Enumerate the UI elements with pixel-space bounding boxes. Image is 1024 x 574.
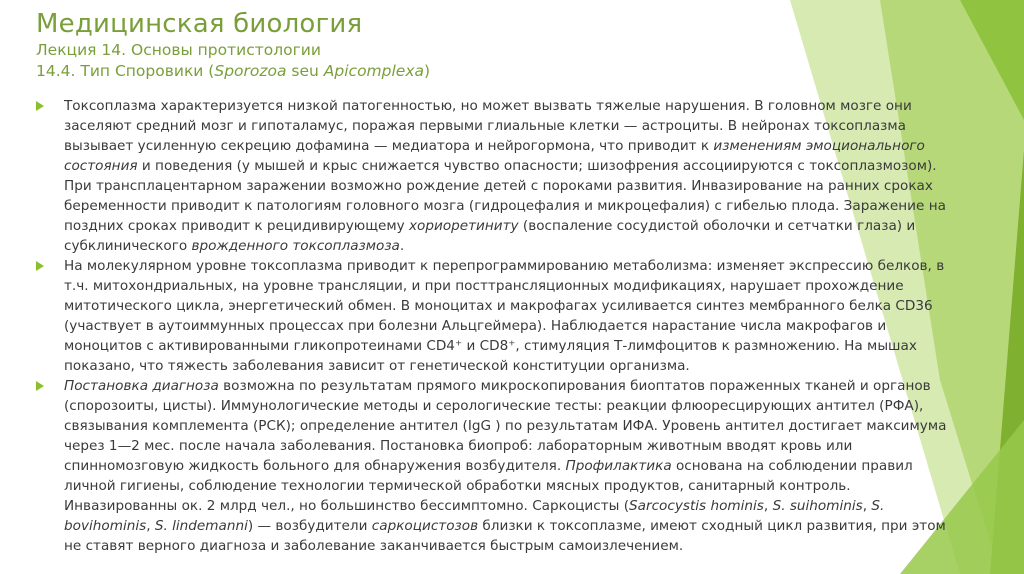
italic-term: врожденного токсоплазмоза xyxy=(191,238,400,254)
paragraph-text xyxy=(64,376,966,556)
text-run: возможна по результатам прямого микроскопирования биоптатов пораженных тканей и органов (спорозоиты, цисты). Иммунологические методы и серологические тесты: реакции флюоресцирующих антител (РФА), связывания комплемента (РСК); определение антител (IgG ) по результатам ИФА. Уровень антител достигает максимума через 1—2 мес. после начала заболевания. Постановка биопроб: лабораторным животным вводят кровь или спинномозговую жидкость больного для обнаружения возбудителя. xyxy=(64,378,947,474)
text-run: ) — возбудители xyxy=(247,518,372,534)
subtitle-prefix: 14.4. Тип Споровики ( xyxy=(36,62,215,80)
text-run: и поведения (у мышей и крыс снижается чувство опасности; шизофрения ассоциируются с токсоплазмозом). При трансплацентарном заражении возможно рождение детей с пороками развития. Инвазирование на ранних сроках беременности приводит к патологиям головного мозга (гидроцефалия и микроцефалия) с гибелью плода. Заражение на поздних сроках приводит к рецидивирующему xyxy=(64,158,946,234)
paragraph-text xyxy=(64,256,966,376)
italic-term: изменениям эмоционального состояния xyxy=(64,138,925,174)
text-run: Токсоплазма характеризуется низкой патогенностью, но может вызвать тяжелые нарушения. В головном мозге они заселяют средний мозг и гипоталамус, поражая первыми глиальные клетки — астроциты. В нейронах токсоплазма вызывает усиленную секрецию дофамина — медиатора и нейрогормона, что приводит к xyxy=(64,98,912,154)
subtitle-mid: seu xyxy=(286,62,324,80)
text-run: , xyxy=(862,498,872,514)
italic-term: S. suihominis xyxy=(772,498,863,514)
paragraph-text xyxy=(64,96,966,256)
text-run: , xyxy=(763,498,773,514)
bullet-paragraph xyxy=(36,256,966,376)
subtitle-latin-2: Apicomplexa xyxy=(323,62,425,80)
italic-term: Постановка диагноза xyxy=(64,378,219,394)
bullet-arrow-icon xyxy=(36,261,44,271)
italic-term: Профилактика xyxy=(565,458,672,474)
lecture-subtitle: Лекция 14. Основы протистологии xyxy=(36,41,321,59)
italic-term: S. bovihominis xyxy=(64,498,885,534)
italic-term: саркоцистозов xyxy=(371,518,479,534)
italic-term: хориоретиниту xyxy=(409,218,519,234)
text-run: , xyxy=(146,518,155,534)
subtitle-latin-1: Sporozoa xyxy=(214,62,287,80)
slide-body xyxy=(36,96,966,556)
section-subtitle xyxy=(36,61,796,82)
title-block xyxy=(36,8,796,82)
italic-term: S. lindemanni xyxy=(154,518,248,534)
text-run: основана на соблюдении правил личной гигиены, соблюдение технологии термической обработки мясных продуктов, санитарный контроль. Инвазированны ок. 2 млрд чел., но большинство бессимптомно. Саркоцисты ( xyxy=(64,458,913,514)
subtitle-suffix: ) xyxy=(424,62,431,80)
bullet-arrow-icon xyxy=(36,381,44,391)
text-run: . xyxy=(399,238,405,254)
text-run: На молекулярном уровне токсоплазма приводит к перепрограммированию метаболизма: изменяет экспрессию белков, в т.ч. митохондриальных, на уровне трансляции, и при посттрансляционных модификациях, нарушает прохождение митотического цикла, энергетический обмен. В моноцитах и макрофагах усиливается синтез мембранного белка CD36 (участвует в аутоиммунных процессах при болезни Альцгеймера). Наблюдается нарастание числа макрофагов и моноцитов с активированными гликопротеинами CD4⁺ и CD8⁺, стимуляция Т-лимфоцитов к размножению. На мышах показано, что тяжесть заболевания зависит от генетической конституции организма. xyxy=(64,258,945,374)
bullet-paragraph xyxy=(36,96,966,256)
bullet-arrow-icon xyxy=(36,101,44,111)
text-run: близки к токсоплазме, имеют сходный цикл развития, при этом не ставят верного диагноза и заболевание заканчивается быстрым самоизлечением. xyxy=(64,518,946,554)
slide-title: Медицинская биология xyxy=(36,9,363,39)
text-run: (воспаление сосудистой оболочки и сетчатки глаза) и субклинического xyxy=(64,218,916,254)
italic-term: Sarcocystis hominis xyxy=(629,498,764,514)
bullet-paragraph xyxy=(36,376,966,556)
